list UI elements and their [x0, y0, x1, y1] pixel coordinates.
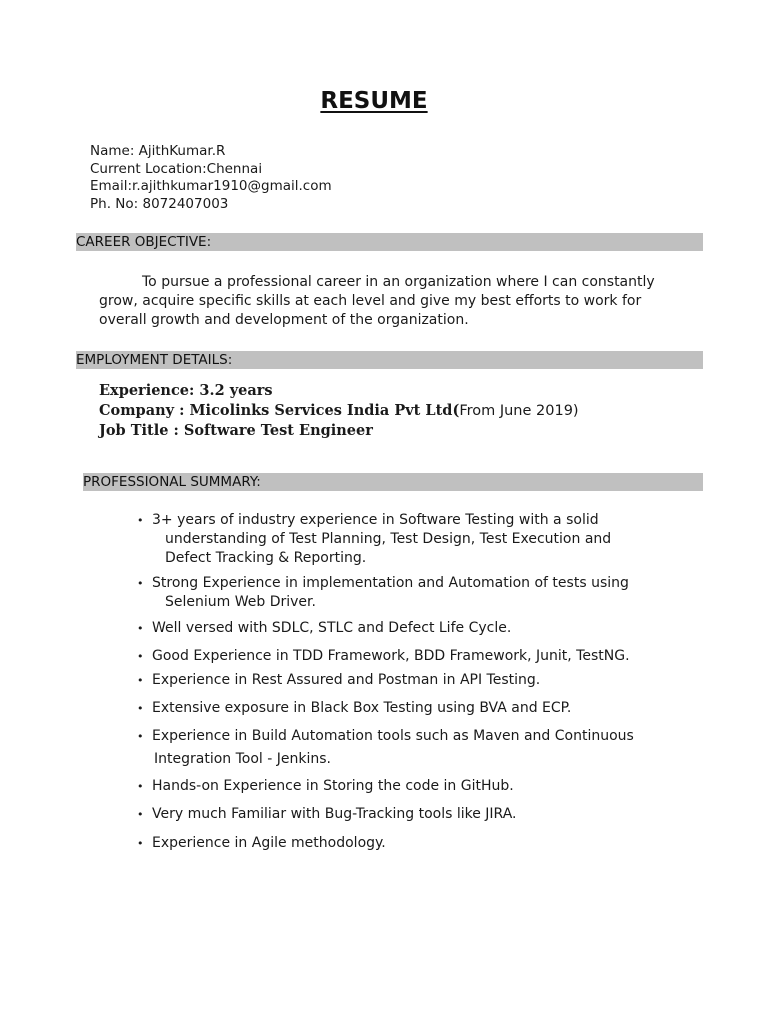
- bullet-icon: •: [137, 650, 144, 663]
- bullet-icon: •: [137, 622, 144, 635]
- list-item: [137, 805, 697, 824]
- list-item-text: Integration Tool - Jenkins.: [154, 751, 331, 767]
- list-item-text: Experience in Agile methodology.: [152, 835, 386, 851]
- list-item: [137, 647, 697, 666]
- page-title: RESUME: [320, 88, 428, 114]
- list-item-text: Strong Experience in implementation and Automation of tests using: [152, 575, 629, 591]
- employment-experience: Experience: 3.2 years: [99, 382, 273, 399]
- list-item: [137, 511, 697, 568]
- bullet-icon: •: [137, 674, 144, 687]
- section-header-career-objective: CAREER OBJECTIVE:: [76, 233, 703, 251]
- list-item: [137, 671, 697, 690]
- employment-company-since: From June 2019): [459, 403, 579, 419]
- list-item: [137, 619, 697, 638]
- list-item-text: Good Experience in TDD Framework, BDD Framework, Junit, TestNG.: [152, 648, 630, 664]
- contact-email: Email:r.ajithkumar1910@gmail.com: [90, 178, 332, 194]
- list-item-text: Defect Tracking & Reporting.: [165, 550, 367, 566]
- contact-phone: Ph. No: 8072407003: [90, 195, 229, 212]
- list-item-text: Experience in Rest Assured and Postman in API Testing.: [152, 672, 541, 688]
- contact-location: Current Location:Chennai: [90, 160, 263, 177]
- list-item-text: understanding of Test Planning, Test Design, Test Execution and: [165, 531, 612, 547]
- list-item-text: Selenium Web Driver.: [165, 594, 316, 610]
- bullet-icon: •: [137, 837, 144, 850]
- contact-name: Name: AjithKumar.R: [90, 143, 226, 159]
- bullet-icon: •: [137, 514, 144, 527]
- list-item-text: Well versed with SDLC, STLC and Defect Life Cycle.: [152, 620, 512, 636]
- bullet-icon: •: [137, 808, 144, 821]
- employment-job-title: Job Title : Software Test Engineer: [99, 422, 373, 439]
- bullet-icon: •: [137, 730, 144, 743]
- list-item: [137, 727, 697, 769]
- bullet-icon: •: [137, 702, 144, 715]
- bullet-icon: •: [137, 780, 144, 793]
- bullet-icon: •: [137, 577, 144, 590]
- list-item: [137, 834, 697, 853]
- employment-company: Company : Micolinks Services India Pvt Ltd(: [99, 402, 460, 419]
- list-item-text: 3+ years of industry experience in Software Testing with a solid: [152, 512, 599, 528]
- section-header-professional-summary: PROFESSIONAL SUMMARY:: [83, 473, 703, 491]
- section-header-employment-details: EMPLOYMENT DETAILS:: [76, 351, 703, 369]
- list-item-text: Experience in Build Automation tools such as Maven and Continuous: [152, 728, 634, 744]
- list-item: [137, 574, 697, 612]
- list-item-text: Hands-on Experience in Storing the code in GitHub.: [152, 778, 514, 794]
- list-item: [137, 699, 697, 718]
- list-item: [137, 777, 697, 796]
- list-item-text: Extensive exposure in Black Box Testing using BVA and ECP.: [152, 700, 572, 716]
- list-item-text: Very much Familiar with Bug-Tracking tools like JIRA.: [152, 806, 517, 822]
- career-objective-text: To pursue a professional career in an organization where I can constantly grow, acquire specific skills at each level and give my best efforts to work for overall growth and development of the organization.: [99, 274, 655, 328]
